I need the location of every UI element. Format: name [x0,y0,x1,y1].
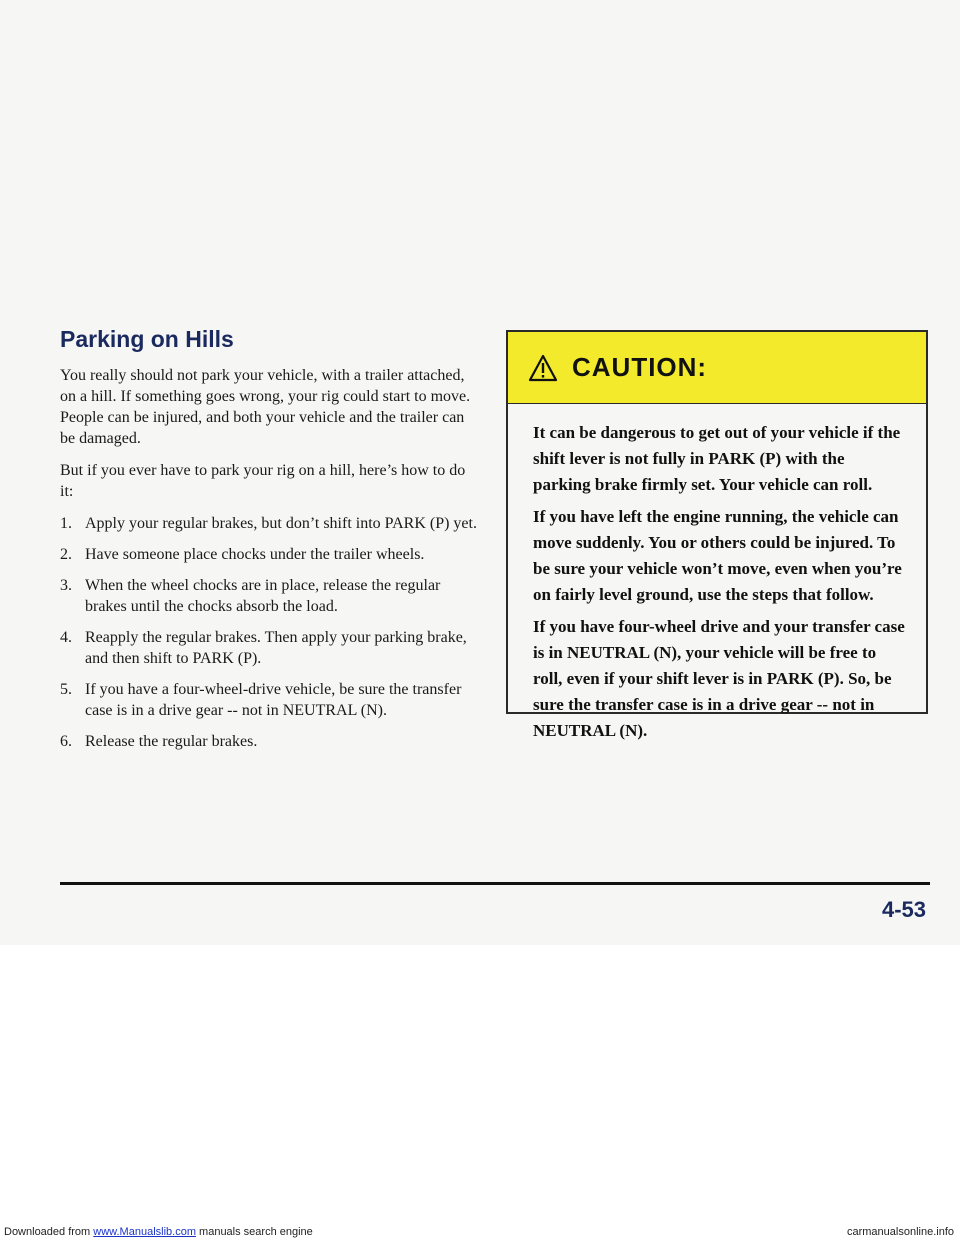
list-item [60,513,480,534]
caution-paragraph: If you have four-wheel drive and your transfer case is in NEUTRAL (N), your vehicle will be free to roll, even if your shift lever is in PARK (P). So, be sure the transfer case is in a drive gear -- not in NEUTRAL (N). [533,617,905,740]
step-number: 3. [60,577,72,594]
section-title: Parking on Hills [60,326,234,352]
page-number: 4-53 [882,897,927,922]
step-text: Have someone place chocks under the trailer wheels. [85,546,425,563]
caution-paragraph: If you have left the engine running, the vehicle can move suddenly. You or others could be injured. To be sure your vehicle won’t move, even when you’re on fairly level ground, use the steps that follow. [533,507,902,604]
step-number: 4. [60,629,72,646]
step-number: 5. [60,681,72,698]
step-number: 2. [60,546,72,563]
list-item [60,731,480,752]
list-item [60,627,480,669]
step-number: 6. [60,733,72,750]
download-prefix: Downloaded from [4,1226,94,1238]
step-text: If you have a four-wheel-drive vehicle, be sure the transfer case is in a drive gear -- not in NEUTRAL (N). [85,681,462,719]
lead-in-paragraph: But if you ever have to park your rig on a hill, here’s how to do it: [60,462,466,500]
step-text: Release the regular brakes. [85,733,258,750]
step-text: Apply your regular brakes, but don’t shift into PARK (P) yet. [85,515,477,532]
manualslib-link[interactable]: www.Manualslib.com [93,1226,196,1238]
site-watermark: carmanualsonline.info [846,1226,954,1238]
step-text: Reapply the regular brakes. Then apply your parking brake, and then shift to PARK (P). [85,629,467,667]
caution-body [508,404,926,744]
download-suffix: manuals search engine [195,1226,313,1238]
warning-triangle-icon [528,354,558,382]
step-text: When the wheel chocks are in place, release the regular brakes until the chocks absorb the load. [85,577,441,615]
parking-on-hills-section [60,326,480,762]
list-item [60,679,480,721]
caution-box [506,330,928,740]
intro-paragraph: You really should not park your vehicle, with a trailer attached, on a hill. If something goes wrong, your rig could start to move. People can be injured, and both your vehicle and the trailer can be damaged. [60,367,471,447]
step-number: 1. [60,515,72,532]
footer-rule [60,882,930,885]
list-item [60,575,480,617]
list-item [60,544,480,565]
download-notice [4,1226,313,1238]
caution-paragraph: It can be dangerous to get out of your vehicle if the shift lever is not fully in PARK (P) with the parking brake firmly set. Your vehicle can roll. [533,423,901,494]
caution-title: CAUTION: [572,352,708,382]
caution-header [508,332,926,404]
steps-list [60,513,480,752]
